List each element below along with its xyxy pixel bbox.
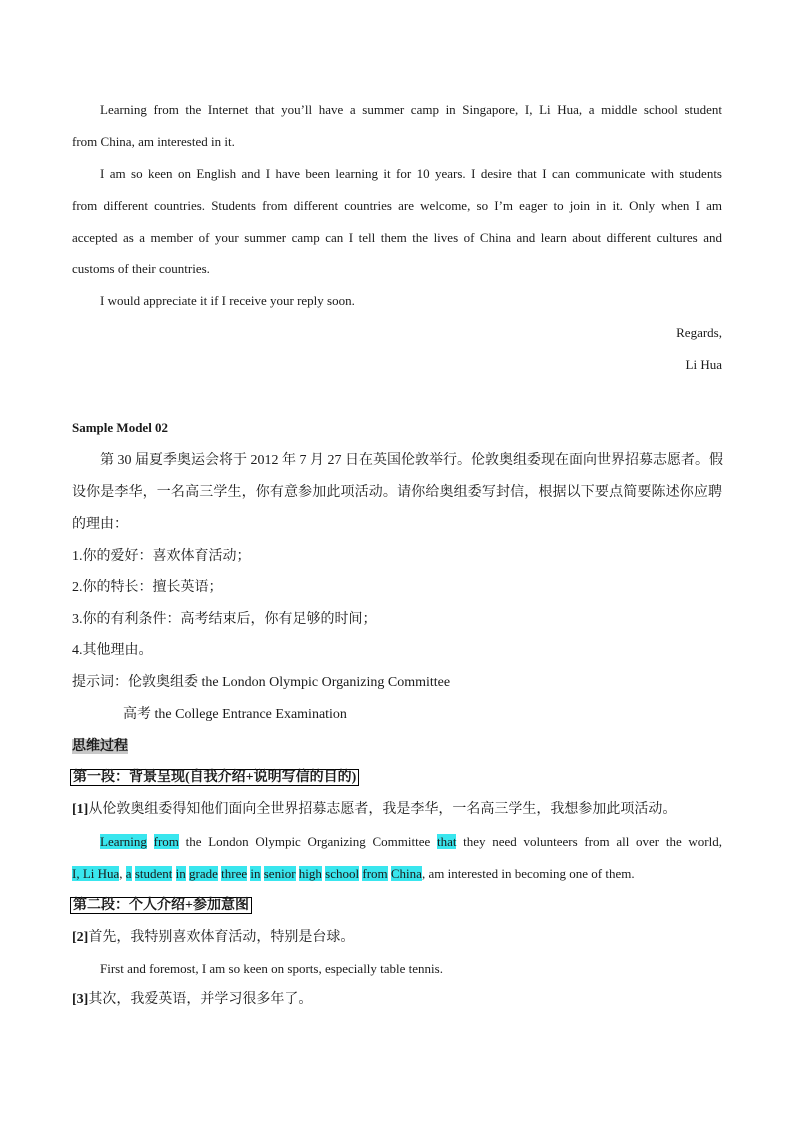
point-2: 2.你的特长：擅长英语；: [72, 580, 223, 595]
highlight-word: school: [325, 866, 360, 881]
highlight-word: student: [134, 866, 173, 881]
highlight-word: in: [250, 866, 261, 881]
task-line-3: 的理由：: [72, 517, 128, 532]
section-heading: Sample Model 02: [72, 420, 169, 435]
highlight-word: from: [362, 866, 388, 881]
highlight-word: China: [390, 866, 422, 881]
sentence-3-chinese: [72, 992, 312, 1008]
section-2-title: [70, 898, 252, 914]
hint-line-2: 高考 the College Entrance Examination: [123, 707, 347, 722]
section-1-title-text: 第一段：背景呈现(自我介绍+说明写信的目的): [70, 769, 359, 786]
plain-text: ,: [119, 866, 123, 881]
letter-paragraph-2-line-2: from different countries. Students from different countries are welcome, so I’m eager to join in it. Only when I am: [72, 198, 722, 213]
highlight-word: grade: [189, 866, 218, 881]
letter-paragraph-2-line-4: customs of their countries.: [72, 261, 210, 276]
section-2-title-text: 第二段：个人介绍+参加意图: [70, 897, 252, 914]
highlight-word: Learning: [100, 834, 147, 849]
letter-paragraph-3: I would appreciate it if I receive your reply soon.: [100, 293, 355, 308]
section-1-title: [70, 770, 359, 786]
sentence-1-english-line-1: [100, 834, 722, 850]
highlight-word: that: [436, 834, 457, 849]
highlight-word: I, Li Hua: [72, 866, 120, 881]
sentence-2-label: [2]: [72, 930, 89, 945]
sentence-1-english-line-2: [72, 866, 635, 882]
plain-text: they need volunteers from all over the world,: [463, 834, 722, 849]
thinking-label: [72, 739, 128, 755]
highlight-word: from: [153, 834, 179, 849]
sentence-2-chinese-text: 首先，我特别喜欢体育活动，特别是台球。: [88, 930, 355, 945]
sentence-1-label: [1]: [72, 802, 89, 817]
highlight-word: three: [221, 866, 248, 881]
letter-paragraph-1-line-1: Learning from the Internet that you’ll have a summer camp in Singapore, I, Li Hua, a middle school student: [100, 102, 722, 117]
letter-closing: Regards,: [676, 325, 722, 340]
highlight-word: in: [175, 866, 186, 881]
task-line-2: 设你是李华，一名高三学生，你有意参加此项活动。请你给奥组委写封信，根据以下要点简要陈述你应聘: [72, 485, 722, 500]
point-4: 4.其他理由。: [72, 643, 153, 658]
task-line-1: 第 30 届夏季奥运会将于 2012 年 7 月 27 日在英国伦敦举行。伦敦奥组委现在面向世界招募志愿者。假: [100, 453, 723, 468]
highlight-word: a: [125, 866, 132, 881]
point-1: 1.你的爱好：喜欢体育活动；: [72, 549, 251, 564]
sentence-2-english: First and foremost, I am so keen on sports, especially table tennis.: [100, 961, 443, 976]
sentence-3-chinese-text: 其次，我爱英语，并学习很多年了。: [88, 992, 313, 1007]
letter-signature: Li Hua: [685, 357, 722, 372]
letter-paragraph-2-line-1: I am so keen on English and I have been learning it for 10 years. I desire that I can communicate with students: [100, 166, 722, 181]
thinking-label-text: 思维过程: [72, 739, 128, 754]
sentence-3-label: [3]: [72, 992, 89, 1007]
point-3: 3.你的有利条件：高考结束后，你有足够的时间；: [72, 612, 377, 627]
letter-paragraph-2-line-3: accepted as a member of your summer camp can I tell them the lives of China and learn about different cultures and: [72, 230, 722, 245]
sentence-1-chinese: [72, 802, 676, 818]
sentence-1-chinese-text: 从伦敦奥组委得知他们面向全世界招募志愿者，我是李华，一名高三学生，我想参加此项活动。: [88, 802, 677, 817]
highlight-word: high: [298, 866, 322, 881]
hint-line-1: 提示词：伦敦奥组委 the London Olympic Organizing Committee: [72, 675, 451, 690]
sentence-2-chinese: [72, 930, 354, 946]
highlight-word: senior: [263, 866, 296, 881]
plain-text: , am interested in becoming one of them.: [421, 866, 635, 881]
letter-paragraph-1-line-2: from China, am interested in it.: [72, 134, 235, 149]
plain-text: the London Olympic Organizing Committee: [185, 834, 431, 849]
